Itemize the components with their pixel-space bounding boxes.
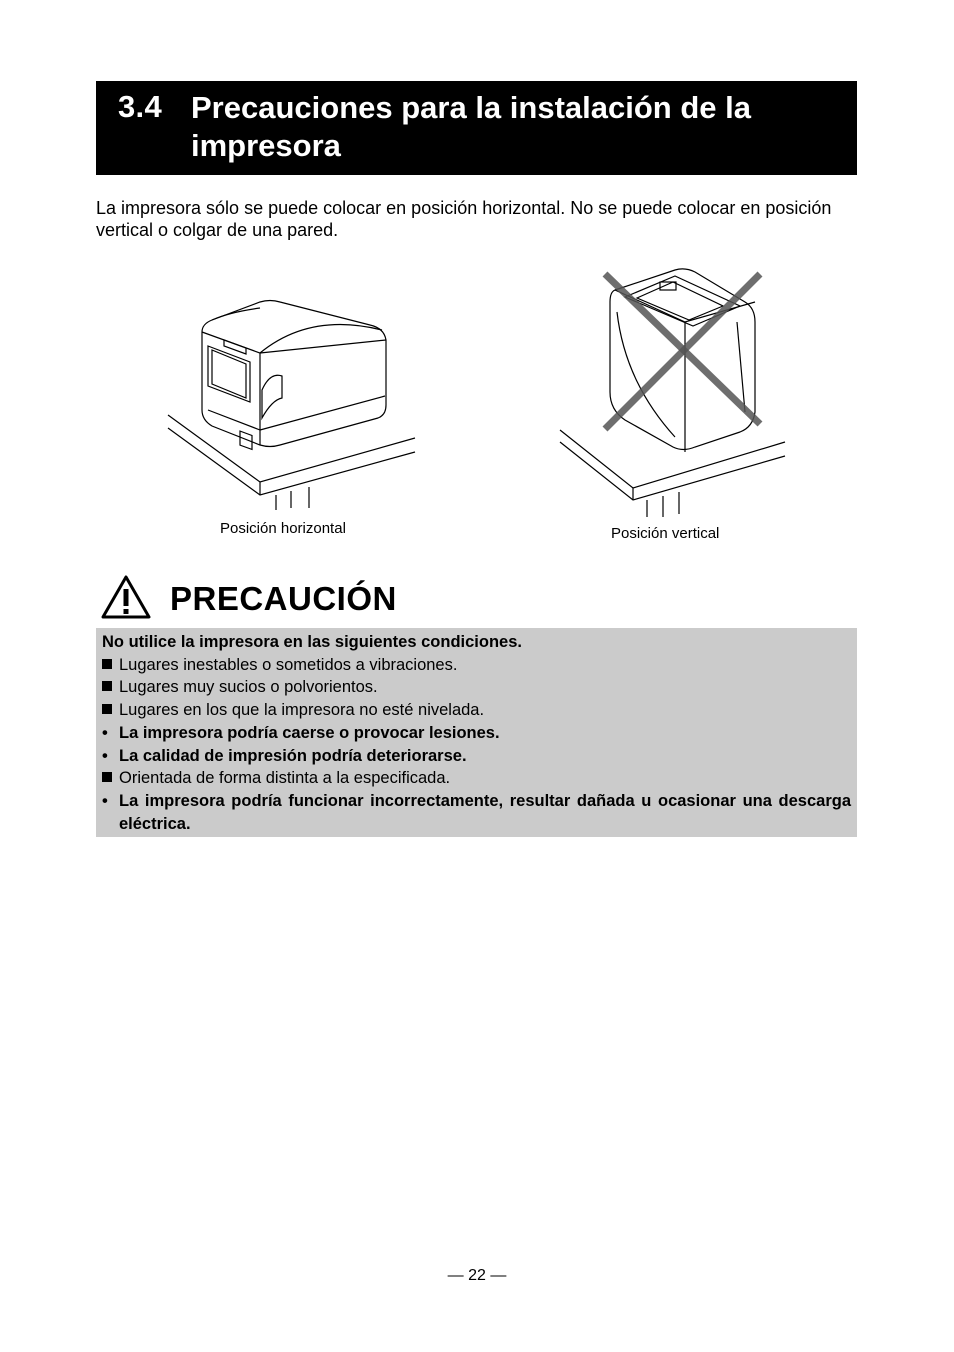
caution-title: PRECAUCIÓN xyxy=(170,580,397,617)
list-item: Lugares inestables o sometidos a vibraciones. xyxy=(102,654,851,677)
list-item: Lugares muy sucios o polvorientos. xyxy=(102,676,851,699)
list-item: Orientada de forma distinta a la especificada. xyxy=(102,767,851,790)
horizontal-caption: Posición horizontal xyxy=(220,520,346,537)
square-bullet-icon xyxy=(102,704,112,714)
square-bullet-icon xyxy=(102,681,112,691)
section-heading xyxy=(96,81,857,175)
consequence-item: • La impresora podría caerse o provocar lesiones. xyxy=(102,723,500,742)
vertical-printer-illustration xyxy=(555,262,790,527)
section-title: Precauciones para la instalación de la impresora xyxy=(191,90,751,163)
square-bullet-icon xyxy=(102,772,112,782)
consequence-item: • La impresora podría funcionar incorrectamente, resultar dañada u ocasionar una descarga eléctrica. xyxy=(102,791,851,833)
caution-heading xyxy=(100,574,397,624)
page-number: — 22 — xyxy=(447,1267,507,1284)
warning-triangle-icon xyxy=(100,574,152,625)
intro-paragraph: La impresora sólo se puede colocar en posición horizontal. No se puede colocar en posición vertical o colgar de una pared. xyxy=(96,198,832,240)
caution-intro: No utilice la impresora en las siguientes condiciones. xyxy=(102,633,522,651)
square-bullet-icon xyxy=(102,659,112,669)
consequence-item: • La calidad de impresión podría deteriorarse. xyxy=(102,746,467,765)
section-number: 3.4 xyxy=(118,89,162,124)
list-item: Lugares en los que la impresora no esté nivelada. xyxy=(102,699,851,722)
caution-box xyxy=(96,628,857,837)
vertical-caption: Posición vertical xyxy=(611,525,720,542)
horizontal-printer-illustration xyxy=(160,290,425,520)
